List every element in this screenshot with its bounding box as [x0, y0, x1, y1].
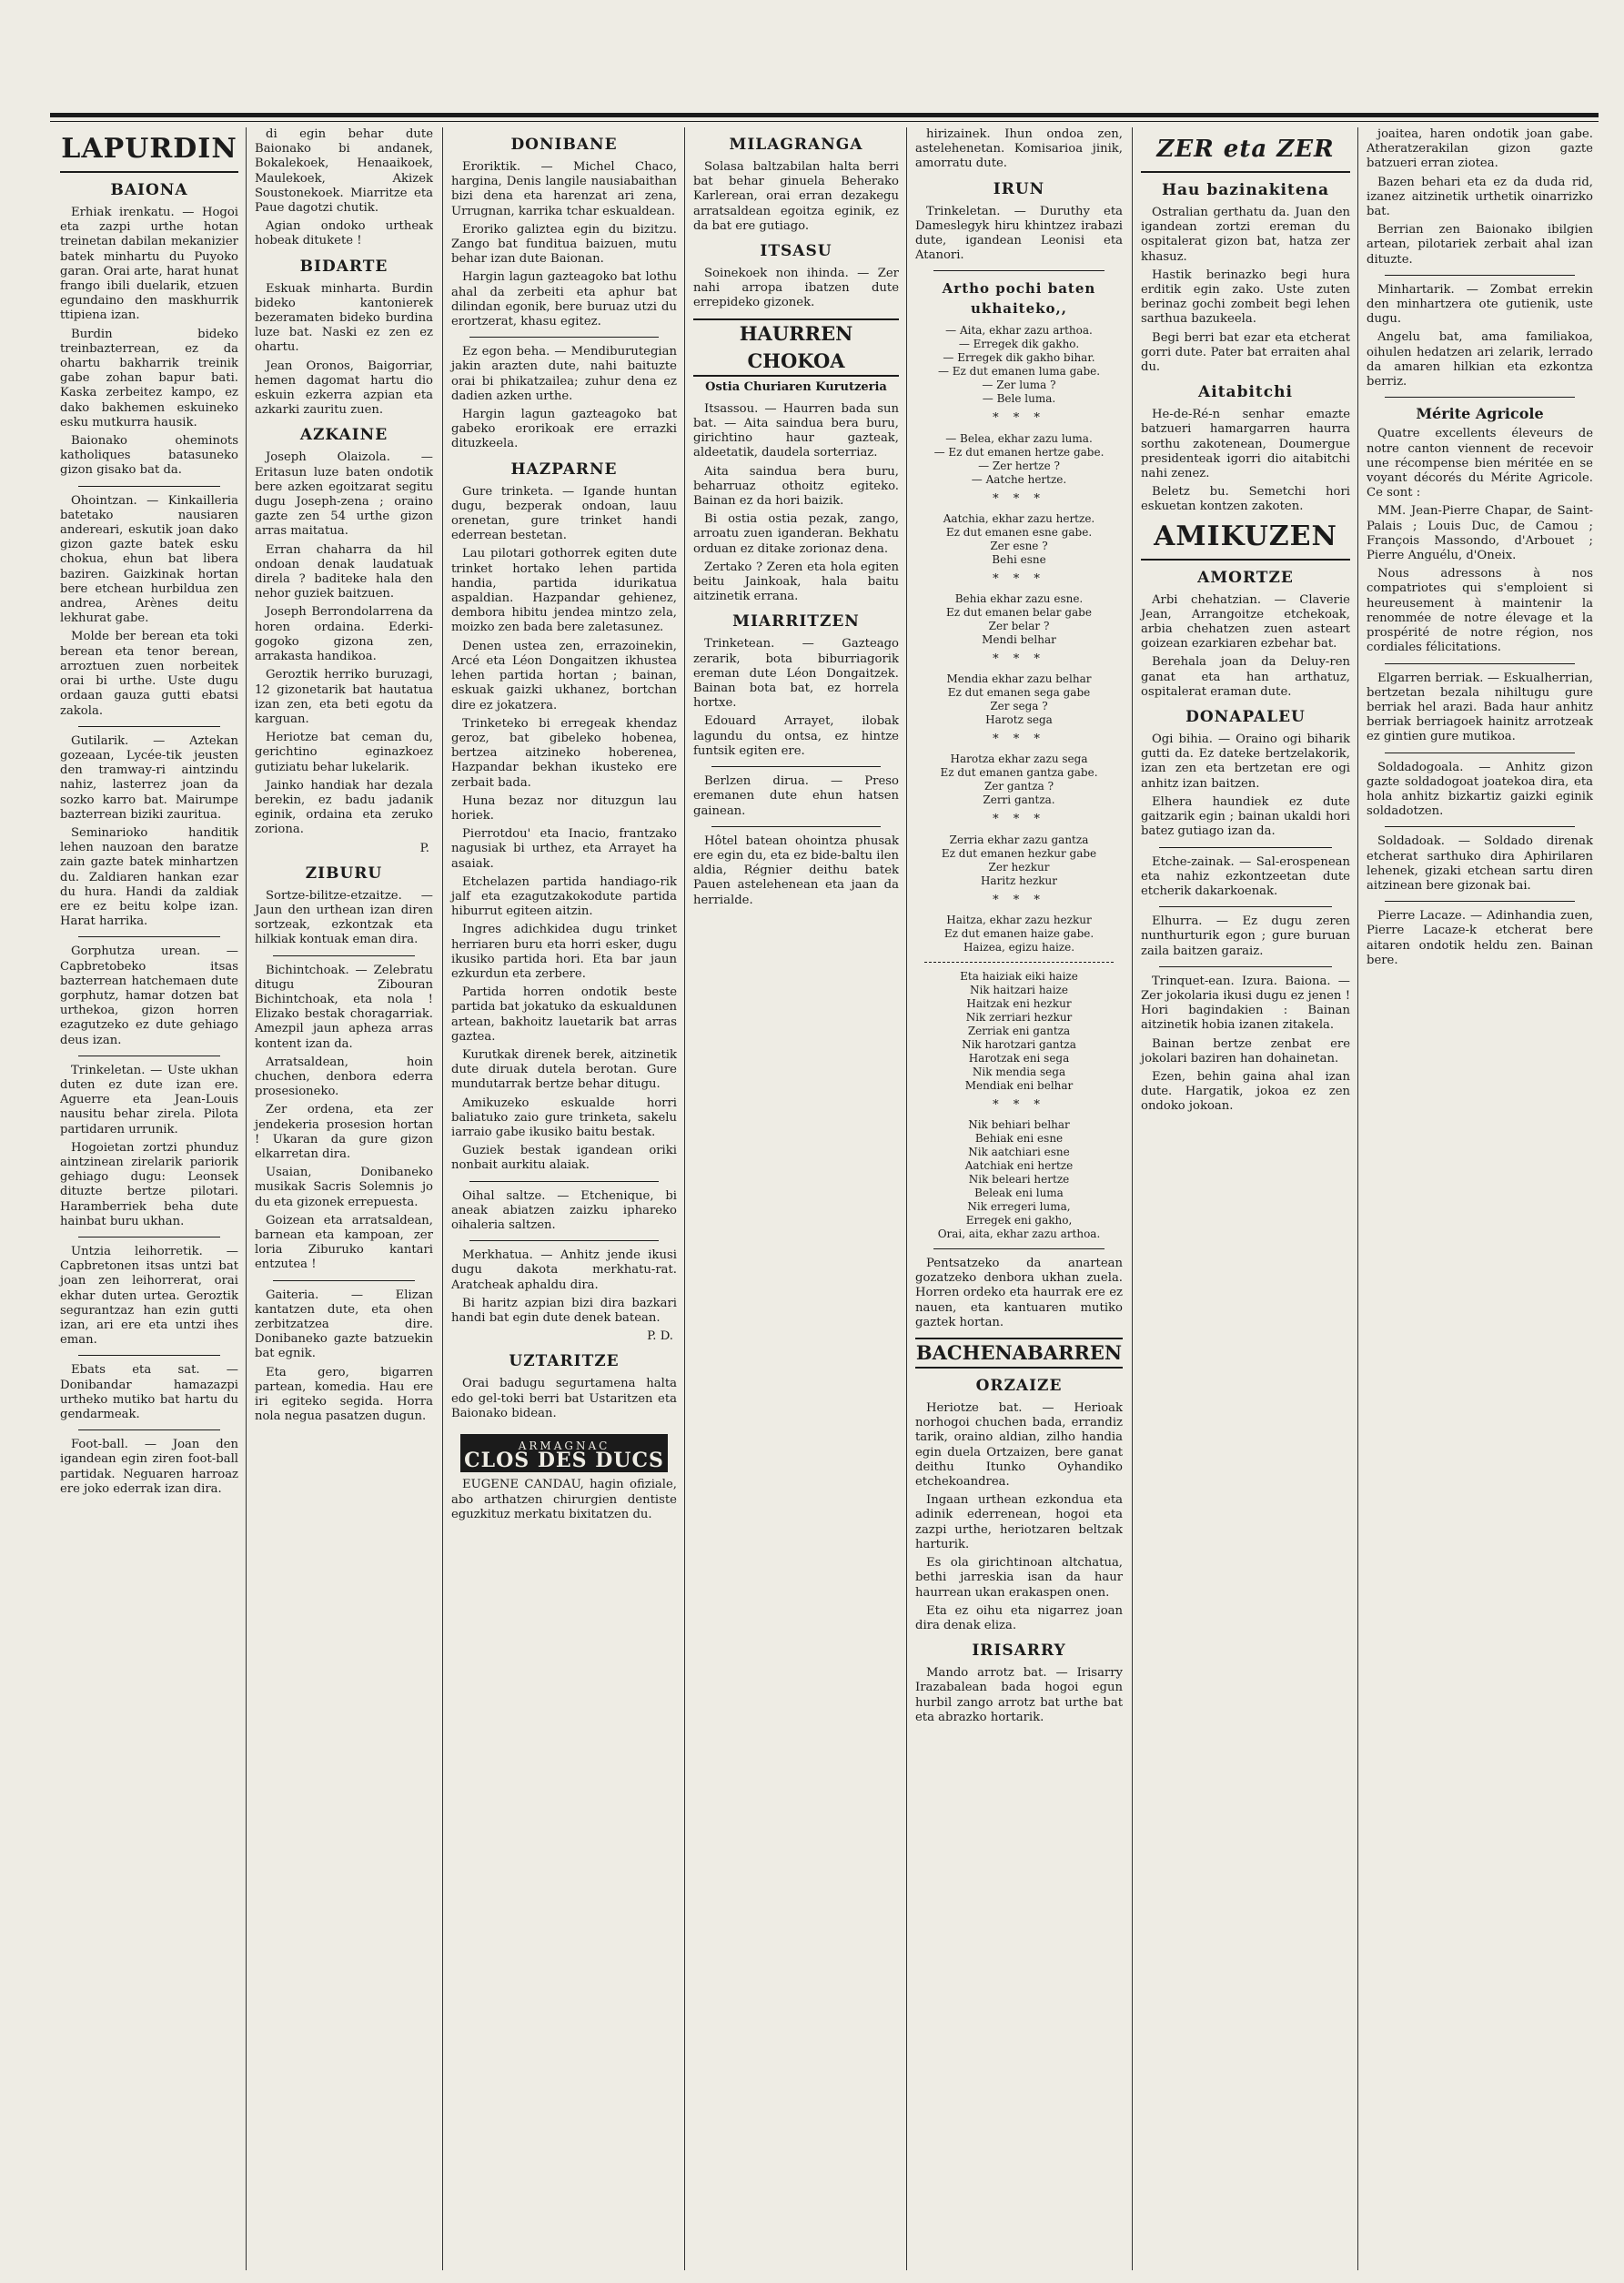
- song-line: — Aatche hertze.: [971, 472, 1067, 486]
- column-6: [1134, 127, 1357, 2270]
- article-paragraph: Arbi chehatzian. — Claverie Jean, Arrangoitze etchekoak, arbia chehatzen zuen asteart goizean ezarkiaren ezbehar bat.: [1141, 592, 1350, 652]
- article-paragraph: Eroriktik. — Michel Chaco, hargina, Denis langile nausiabaithan bizi dena eta harenzat ari zena, Urrugnan, karrika tchar eskualdean.: [451, 160, 677, 218]
- song-line: Zer belar ?: [988, 620, 1050, 633]
- signature: P. D.: [647, 1329, 673, 1344]
- article-paragraph: Etche-zainak. — Sal-erospenean eta nahiz ezkontzeetan dute etcherik dakarkoenak.: [1141, 854, 1350, 898]
- song-verse: [915, 914, 1123, 955]
- song-line: Zer hezkur: [988, 860, 1050, 874]
- column-2: [247, 127, 440, 2270]
- article-paragraph: Baionako oheminots katholiques batasuneko gizon gisako bat da.: [60, 434, 238, 478]
- article-paragraph: Huna bezaz nor dituzgun lau horiek.: [451, 793, 677, 823]
- article-paragraph: Nous adressons à nos compatriotes qui s'emploient si heureusement à maintenir la renommée de notre élevage et la prospérité de notre région, nos cordiales félicitations.: [1367, 567, 1593, 655]
- heading-hau-bazinakitena: Hau bazinakitena: [1161, 181, 1330, 199]
- article-paragraph: Ezen, behin gaina ahal izan dute. Hargatik, jokoa ez zen ondoko jokoan.: [1141, 1069, 1350, 1114]
- article-paragraph: hirizainek. Ihun ondoa zen, astelehenetan. Komisarioa jinik, amorratu dute.: [915, 127, 1123, 171]
- song-verse: [915, 592, 1123, 647]
- song-line: Aatchia, ekhar zazu hertze.: [943, 511, 1095, 525]
- article-paragraph: Ez egon beha. — Mendiburutegian jakin arazten dute, nahi baituzte orai bi phikatzailea; zuhur dena ez dadien azken urthe.: [451, 345, 677, 403]
- song-line: — Erregek dik gakho.: [958, 338, 1080, 351]
- heading-merite-agricole: Mérite Agricole: [1416, 405, 1544, 423]
- divider: [469, 1240, 659, 1241]
- song-line: Behi esne: [992, 552, 1046, 566]
- article-paragraph: Pierre Lacaze. — Adinhandia zuen, Pierre Lacaze-k etcherat bere aitaren ondotik heldu zen. Bainan bere.: [1367, 909, 1593, 967]
- article-paragraph: He-de-Ré-n senhar emazte batzueri hamargarren haurra sorthu zakotenean, Doumergue presidenteak igorri dio aitabitchi nahi zenez.: [1141, 408, 1350, 481]
- column-divider: [246, 127, 247, 2270]
- article-paragraph: Guziek bestak igandean oriki nonbait aurkitu alaiak.: [451, 1144, 677, 1173]
- column-7: [1359, 127, 1600, 2270]
- article-paragraph: Kurutkak direnek berek, aitzinetik dute diruak dutela berotan. Gure mundutarrak bertze behar ditugu.: [451, 1047, 677, 1092]
- heading-azkaine: AZKAINE: [299, 426, 388, 445]
- article-paragraph: Hargin lagun gazteagoko bat lothu ahal da zerbeiti eta aphur bat dilindan egonik, bere buruaz utzi du erortzerat, khasu egitez.: [451, 270, 677, 329]
- song-line: Nik mendia sega: [972, 1065, 1066, 1078]
- song-line: Aatchiak eni hertze: [964, 1159, 1074, 1173]
- article-paragraph: Ostralian gerthatu da. Juan den igandean zortzi ereman du ospitalerat gizon bat, hatza zer khasuz.: [1141, 206, 1350, 264]
- divider: [711, 826, 881, 827]
- article-paragraph: Hôtel batean ohointza phusak ere egin du, eta ez bide-baltu ilen aldia, Régnier deithu batek Pauen astelehenean eta jaan da herrialde.: [693, 833, 899, 907]
- song-line: Haritz hezkur: [980, 874, 1058, 887]
- song-line: Nik zerriari hezkur: [965, 1010, 1073, 1024]
- song-verse: [915, 833, 1123, 888]
- article-paragraph: Untzia leihorretik. — Capbretonen itsas untzi bat joan zen leihorrerat, orai ekhar duten urtea. Geroztik segurantzaz han ezin gutti izan, ari ere eta untzi ihes eman.: [60, 1245, 238, 1348]
- song-line: Ez dut emanen gantza gabe.: [940, 766, 1098, 780]
- article-paragraph: Gutilarik. — Aztekan gozeaan, Lycée-tik jeusten den tramway-ri aintzindu nahiz, lasterrez joan da sozko karro bat. Mairumpe bazterrean biziki zauritua.: [60, 733, 238, 822]
- article-paragraph: Seminarioko handitik lehen nauzoan den baratze zain gazte batek minhartzen du. Zaldiaren hankan ezar du hura. Handi da zaldiak ere ez beitu kolpe izan. Harat harrika.: [60, 825, 238, 929]
- article-paragraph: Aita saindua bera buru, beharruaz othoitz egiteko. Bainan ez da hori baizik.: [693, 464, 899, 509]
- article-paragraph: Goizean eta arratsaldean, barnean eta kampoan, zer loria Ziburuko kantari entzutea !: [255, 1213, 433, 1272]
- divider: [273, 1280, 415, 1281]
- heading-irun: IRUN: [993, 179, 1045, 198]
- song-verse: [915, 324, 1123, 406]
- article-paragraph: Bichintchoak. — Zelebratu ditugu Zibouran Bichintchoak, eta nola ! Elizako bestak choragarriak. Amezpil jaun apheza arras kontent izan da.: [255, 963, 433, 1051]
- song-line: Zerri gantza.: [983, 793, 1055, 807]
- banner-subtitle: Ostia Churiaren Kurutzeria: [705, 379, 887, 394]
- article-paragraph: Ohointzan. — Kinkailleria batetako nausiaren andereari, eskutik joan dako gizon gazte batek esku chokua, ehun bat libera baziren. Gaizkinak hortan bere etchean hurbildua zen andrea, Arènes deitu lekhurat gabe.: [60, 493, 238, 626]
- column-4: [686, 127, 906, 2270]
- song-verse: [915, 753, 1123, 807]
- advertisement-armagnac: [460, 1434, 668, 1472]
- divider: [924, 962, 1114, 963]
- article-paragraph: Trinketean. — Gazteago zerarik, bota biburriagorik ereman dute Léon Dongaitzek. Bainan bota bat, ez horrela hortxe.: [693, 637, 899, 711]
- song-line: Harotzak eni sega: [968, 1051, 1070, 1065]
- song-line: Ez dut emanen sega gabe: [947, 686, 1091, 700]
- article-paragraph: Trinketeko bi erregeak khendaz geroz, bat gibeleko hobenea, bertzea aitzineko hoberenea, Hazpandar bekhan ikusteko ere zerbait bada.: [451, 716, 677, 790]
- divider: [711, 766, 881, 767]
- divider: [933, 1248, 1105, 1249]
- article-paragraph: Trinquet-ean. Izura. Baiona. — Zer jokolaria ikusi dugu ez jenen ! Hori bagindakien : Bainan aitzinetik hobia izanen zitakela.: [1141, 974, 1350, 1033]
- divider: [1159, 966, 1332, 967]
- article-paragraph: Begi berri bat ezar eta etcherat gorri dute. Pater bat erraiten ahal du.: [1141, 330, 1350, 375]
- article-paragraph: Gaiteria. — Elizan kantatzen dute, eta ohen zerbitzatzea dire. Donibaneko gazte batzuekin bat egnik.: [255, 1288, 433, 1361]
- heading-aitabitchi: Aitabitchi: [1198, 383, 1293, 402]
- article-paragraph: Trinkeletan. — Duruthy eta Dameslegyk hiru khintzez irabazi dute, igandean Leonisi eta Atanori.: [915, 204, 1123, 263]
- divider: [78, 1429, 220, 1430]
- song-line: Ez dut emanen haize gabe.: [943, 926, 1094, 940]
- article-paragraph: Es ola girichtinoan altchatua, bethi jarreskia isan da haur haurrean ukan erakaspen onen.: [915, 1556, 1123, 1600]
- article-paragraph: Amikuzeko eskualde horri baliatuko zaio gure trinketa, sakelu iarraio gabe ikusiko baitu bestak.: [451, 1096, 677, 1139]
- article-paragraph: Ogi bihia. — Oraino ogi biharik gutti da. Ez dateke bertzelakorik, izan zen eta bertzetan ere ogi anhitz izan baitzen.: [1141, 732, 1350, 791]
- article-paragraph: Elhera haundiek ez dute gaitzarik egin ; bainan ukaldi hori batez gutiago izan da.: [1141, 794, 1350, 839]
- divider: [78, 1355, 220, 1356]
- song-line: Erregek eni gakho,: [965, 1214, 1073, 1227]
- article-paragraph: di egin behar dute Baionako bi andanek, Bokalekoek, Henaaikoek, Maulekoek, Akizek Soustonekoek. Miarritze eta Paue dagotzi chutik.: [255, 127, 433, 216]
- divider: [1385, 826, 1575, 827]
- article-paragraph: Lau pilotari gothorrek egiten dute trinket hortako lehen partida handia, partida idurikatua aspaldian. Hazpandar gehienez, dembora hibitu jendea mintzo zela, moizko zen bada bere zaletasunez.: [451, 547, 677, 635]
- article-paragraph: Berehala joan da Deluy-ren ganat eta han arthatuz, ospitalerat eraman dute.: [1141, 655, 1350, 699]
- article-paragraph: Hargin lagun gazteagoko bat gabeko erorikoak ere errazki dituzkeela.: [451, 408, 677, 451]
- asterism: * * *: [993, 813, 1045, 827]
- article-paragraph: Jainko handiak har dezala berekin, ez badu jadanik eginik, ordaina eta zeruko zoriona.: [255, 778, 433, 837]
- heading-donapaleu: DONAPALEU: [1185, 708, 1306, 727]
- asterism: * * *: [993, 893, 1045, 907]
- song-line: Ez dut emanen esne gabe.: [945, 525, 1093, 539]
- article-paragraph: Heriotze bat ceman du, gerichtino eginazkoez gutiziatu behar lukelarik.: [255, 731, 433, 774]
- song-line: Ez dut emanen hezkur gabe: [941, 846, 1097, 860]
- article-paragraph: Zertako ? Zeren eta hola egiten beitu Jainkoak, hala baitu aitzinetik errana.: [693, 560, 899, 604]
- asterism: * * *: [993, 652, 1045, 667]
- heading-milagranga: MILAGRANGA: [729, 136, 863, 154]
- song-line: Nik harotzari gantza: [962, 1037, 1076, 1051]
- article-paragraph: Erhiak irenkatu. — Hogoi eta zazpi urthe hotan treinetan dabilan mekanizier batek minhartu du Puyoko garan. Orai arte, harat hunat frango ibili duelarik, etzuen egundaino den maskhurrik ttipiena izan.: [60, 206, 238, 323]
- article-paragraph: Geroztik herriko buruzagi, 12 gizonetarik bat hautatua izan zen, eta beti egotu da karguan.: [255, 668, 433, 726]
- divider: [1159, 847, 1332, 848]
- article-paragraph: Denen ustea zen, errazoinekin, Arcé eta Léon Dongaitzen ikhustea lehen partida hortan ; bainan, eskuak gaizki ukhanez, bortchan dire ez jokatzera.: [451, 639, 677, 712]
- column-divider: [1132, 127, 1133, 2270]
- song-line: Harotza ekhar zazu sega: [950, 753, 1088, 766]
- song-line: — Zer hertze ?: [978, 459, 1060, 472]
- article-paragraph: Joseph Berrondolarrena da horen ordaina. Ederki-gogoko gizona zen, arrakasta handikoa.: [255, 605, 433, 664]
- article-paragraph: Soldadoak. — Soldado direnak etcherat sarthuko dira Aphirilaren lehenek, gizaki etchean sartu diren aitzinean bere gizonak bai.: [1367, 834, 1593, 893]
- song-line: Nik haitzari haize: [970, 983, 1068, 996]
- article-paragraph: Quatre excellents éleveurs de notre canton viennent de recevoir une récompense bien méritée en se voyant décorés du Mérite Agricole. Ce sont :: [1367, 427, 1593, 500]
- song-verse: [915, 970, 1123, 1093]
- song-line: Mendi belhar: [982, 633, 1056, 647]
- article-paragraph: Gorphutza urean. — Capbretobeko itsas bazterrean hatchemaen dute gorphutz, hamar dotzen bat urthekoa, gizon horren ezagutzeko ez dute gehiago deus izan.: [60, 945, 238, 1047]
- section-title-zer-eta-zer: ZER eta ZER: [1141, 131, 1350, 173]
- ad-line: ARMAGNAC: [518, 1440, 610, 1453]
- divider: [78, 726, 220, 727]
- ad-brand: CLOS DES DUCS: [464, 1449, 664, 1473]
- article-paragraph: Bi ostia ostia pezak, zango, arroatu zuen iganderan. Bekhatu orduan ez ditake zorionaz dena.: [693, 512, 899, 556]
- song-title: Artho pochi baten ukhaiteko,,: [942, 280, 1096, 318]
- song-line: Orai, aita, ekhar zazu arthoa.: [937, 1227, 1101, 1241]
- top-rule-thin: [50, 121, 1599, 122]
- article-paragraph: Ebats eta sat. — Donibandar hamazazpi urtheko mutiko bat hartu du gendarmeak.: [60, 1363, 238, 1422]
- song-line: Haitzak eni hezkur: [966, 996, 1072, 1010]
- article-paragraph: Ingaan urthean ezkondua eta adinik ederrenean, hogoi eta zazpi urthe, heriotzaren beltzak harturik.: [915, 1493, 1123, 1551]
- song-line: — Aita, ekhar zazu arthoa.: [945, 324, 1093, 338]
- asterism: * * *: [993, 1097, 1045, 1112]
- heading-amortze: AMORTZE: [1197, 568, 1294, 587]
- article-paragraph: Eskuak minharta. Burdin bideko kantonierek bezeramaten bideko burdina luze bat. Naski ez zen ez ohartu.: [255, 281, 433, 355]
- article-paragraph: Solasa baltzabilan halta berri bat behar ginuela Beherako Karlerean, orai erran dezakegu arratsaldean egoitza eginik, ez da bat ere gutiago.: [693, 160, 899, 233]
- divider: [1385, 397, 1575, 398]
- article-paragraph: Usaian, Donibaneko musikak Sacris Solemnis jo du eta gizonek errepuesta.: [255, 1166, 433, 1209]
- column-divider: [684, 127, 685, 2270]
- song-verse: [915, 512, 1123, 567]
- article-paragraph: Bainan bertze zenbat ere jokolari baziren han dohainetan.: [1141, 1036, 1350, 1066]
- song-line: Mendia ekhar zazu belhar: [946, 672, 1092, 686]
- song-line: — Ez dut emanen luma gabe.: [937, 365, 1101, 379]
- article-paragraph: Merkhatua. — Anhitz jende ikusi dugu dakota merkhatu-rat. Aratcheak aphaldu dira.: [451, 1248, 677, 1292]
- article-paragraph: Elgarren berriak. — Eskualherrian, bertzetan bezala nihiltugu gure berriak hel arazi. Bada haur anhitz berriak berriagoek hainitz arrotzeak ez gintien gure mutikoa.: [1367, 671, 1593, 744]
- signature: P.: [419, 841, 429, 855]
- article-paragraph: Pierrotdou' eta Inacio, frantzako nagusiak bi urthez, eta Arrayet ha asaiak.: [451, 827, 677, 871]
- article-paragraph: Erran chaharra da hil ondoan denak laudatuak direla ? baditeke hala den nehor guziek baitzuen.: [255, 542, 433, 601]
- article-paragraph: Pentsatzeko da anartean gozatzeko denbora ukhan zuela. Horren ordeko eta haurrak ere ez nauen, eta kantuaren mutiko gaztek hortan.: [915, 1257, 1123, 1329]
- column-divider: [1357, 127, 1358, 2270]
- heading-bidarte: BIDARTE: [299, 257, 388, 276]
- article-paragraph: Bi haritz azpian bizi dira bazkari handi bat egin dute denek batean.: [451, 1296, 677, 1326]
- section-title-amikuzen: AMIKUZEN: [1141, 519, 1350, 561]
- song-line: Nik behiari belhar: [968, 1118, 1070, 1132]
- article-paragraph: Beletz bu. Semetchi hori eskuetan kontzen zakoten.: [1141, 485, 1350, 514]
- heading-irisarry: IRISARRY: [972, 1642, 1066, 1661]
- song-line: — Ez dut emanen hertze gabe.: [933, 445, 1105, 459]
- article-paragraph: Burdin bideko treinbazterrean, ez da ohartu bakharrik treinik gabe zohan bapur bati. Kaska zerbeitez kampo, ez dako bakhemen eskuineko esku mutkurra hausik.: [60, 327, 238, 429]
- article-paragraph: Angelu bat, ama familiakoa, oihulen hedatzen ari zelarik, lerrado da amaren hilkian eta ezkontza berriz.: [1367, 330, 1593, 389]
- song-line: — Bele luma.: [982, 392, 1056, 406]
- heading-uztaritze: UZTARITZE: [509, 1352, 620, 1371]
- banner-bachenabarren: BACHENABARREN: [915, 1338, 1123, 1369]
- divider: [469, 1181, 659, 1182]
- asterism: * * *: [993, 411, 1045, 426]
- article-paragraph: Etchelazen partida handiago-rik jalf eta ezagutzakokodute partida hiburrut egiteen aitzin.: [451, 874, 677, 919]
- divider: [933, 270, 1105, 271]
- article-paragraph: Joseph Olaizola. — Eritasun luze baten ondotik bere azken egoitzarat segitu dugu Joseph-zena ; oraino gazte zen 54 urthe gizon arras maitatua.: [255, 450, 433, 539]
- song-line: Behia ekhar zazu esne.: [954, 592, 1084, 606]
- song-line: Zer gantza ?: [983, 780, 1054, 793]
- divider: [469, 337, 659, 338]
- divider: [1385, 275, 1575, 276]
- song-line: Zer sega ?: [990, 700, 1048, 713]
- asterism: * * *: [993, 491, 1045, 506]
- song-line: Haizea, egizu haize.: [963, 940, 1075, 954]
- column-divider: [442, 127, 443, 2270]
- song-line: Behiak eni esne: [974, 1132, 1064, 1146]
- song-line: — Zer luma ?: [982, 379, 1056, 392]
- article-paragraph: Soldadogoala. — Anhitz gizon gazte soldadogoat joatekoa dira, eta hola anhitz bizkartiz gaizki eginik soldadotzen.: [1367, 760, 1593, 819]
- divider: [1159, 906, 1332, 907]
- article-paragraph: Minhartarik. — Zombat errekin den minhartzera ote gutienik, uste dugu.: [1367, 282, 1593, 327]
- article-paragraph: Ingres adichkidea dugu trinket herriaren buru eta horri esker, dugu ikusiko partida hori. Eta bar jaun ezkurdun eta zerbere.: [451, 923, 677, 981]
- article-paragraph: Soinekoek non ihinda. — Zer nahi arropa ibatzen dute errepideko gizonek.: [693, 267, 899, 310]
- song-line: Haitza, ekhar zazu hezkur: [946, 913, 1092, 926]
- article-paragraph: Edouard Arrayet, ilobak lagundu du ontsa, ez hintze funtsik egiten ere.: [693, 714, 899, 758]
- banner-haurren-chokoa: HAURREN CHOKOA: [693, 318, 899, 377]
- song-line: Zer esne ?: [990, 539, 1048, 552]
- song-line: Zerriak eni gantza: [967, 1024, 1071, 1037]
- article-paragraph: Oihal saltze. — Etchenique, bi aneak abiatzen zaizku iphareko oihaleria saltzen.: [451, 1188, 677, 1232]
- asterism: * * *: [993, 732, 1045, 747]
- column-divider: [906, 127, 907, 2270]
- heading-ziburu: ZIBURU: [305, 864, 383, 883]
- song-line: Nik beleari hertze: [968, 1173, 1070, 1187]
- article-paragraph: Heriotze bat. — Herioak norhogoi chuchen bada, errandiz tarik, oraino aldian, zilho handia egin duela Ortzaizen, bere ganat deithu Itunko Oyhandiko etchekoandrea.: [915, 1401, 1123, 1490]
- article-paragraph: Mando arrotz bat. — Irisarry Irazabalean bada hogoi egun hurbil zango arrotz bat urthe bat eta abrazko hortarik.: [915, 1666, 1123, 1724]
- heading-baiona: BAIONA: [110, 181, 188, 199]
- article-paragraph: Elhurra. — Ez dugu zeren nunthurturik egon ; gure buruan zaila baitzen garaiz.: [1141, 914, 1350, 958]
- song-verse: [915, 1118, 1123, 1241]
- article-paragraph: Zer ordena, eta zer jendekeria prosesion hortan ! Ukaran da gure gizon elkarretan dira.: [255, 1103, 433, 1161]
- article-paragraph: Jean Oronos, Baigorriar, hemen dagomat hartu dio eskuin ezkerra azpian eta azkarki zauritu zuen.: [255, 359, 433, 418]
- divider: [273, 955, 415, 956]
- article-paragraph: Gure trinketa. — Igande huntan dugu, bezperak ondoan, lauu orenetan, gure trinket handi ederrean bestetan.: [451, 484, 677, 543]
- article-paragraph: Partida horren ondotik beste partida bat jokatuko da eskualdunen artean, bakhoitz lauetarik bat arras gaztea.: [451, 985, 677, 1044]
- song-line: Harotz sega: [985, 713, 1053, 727]
- article-paragraph: Eta ez oihu eta nigarrez joan dira denak eliza.: [915, 1603, 1123, 1632]
- article-paragraph: Eroriko galiztea egin du bizitzu. Zango bat funditua baizuen, mutu behar izan dute Baionan.: [451, 222, 677, 267]
- column-5: [908, 127, 1130, 2270]
- top-rule: [50, 113, 1599, 117]
- article-paragraph: EUGENE CANDAU, hagin ofiziale, abo arthatzen chirurgien dentiste eguzkituz merkatu bixitatzen du.: [451, 1478, 677, 1521]
- article-paragraph: Trinkeletan. — Uste ukhan duten ez dute izan ere. Aguerre eta Jean-Louis nausitu behar zirela. Pilota partidaren urrunik.: [60, 1063, 238, 1136]
- divider: [78, 936, 220, 937]
- heading-donibane: DONIBANE: [510, 136, 618, 154]
- song-line: Ez dut emanen belar gabe: [946, 606, 1092, 620]
- song-line: — Erregek dik gakho bihar.: [943, 351, 1095, 365]
- article-paragraph: Hastik berinazko begi hura erditik egin zako. Uste zuten berinaz gochi zombeit begi lehen sarthua bazukeela.: [1141, 268, 1350, 327]
- heading-itsasu: ITSASU: [760, 242, 832, 261]
- article-paragraph: Berlzen dirua. — Preso eremanen dute ehun hatsen gainean.: [693, 774, 899, 818]
- song-line: Eta haiziak eiki haize: [960, 969, 1078, 983]
- song-line: — Belea, ekhar zazu luma.: [945, 431, 1093, 445]
- heading-hazparne: HAZPARNE: [510, 460, 618, 479]
- heading-orzaize: ORZAIZE: [975, 1377, 1063, 1396]
- song-line: Nik aatchiari esne: [968, 1146, 1070, 1159]
- song-verse: [915, 672, 1123, 727]
- article-paragraph: Sortze-bilitze-etzaitze. — Jaun den urthean izan diren sortzeak, ezkontzak eta hilkiak kontuak eman dira.: [255, 888, 433, 947]
- article-paragraph: Foot-ball. — Joan den igandean egin ziren foot-ball partidak. Neguaren harroaz ere joko ederrak izan dira.: [60, 1438, 238, 1496]
- song-line: Beleak eni luma: [974, 1187, 1064, 1200]
- article-paragraph: Orai badugu segurtamena halta edo gel-toki berri bat Ustaritzen eta Baionako bidean.: [451, 1377, 677, 1420]
- heading-miarritzen: MIARRITZEN: [732, 612, 860, 631]
- song-line: Zerria ekhar zazu gantza: [949, 833, 1089, 846]
- song-verse: [915, 432, 1123, 487]
- article-paragraph: Molde ber berean eta toki berean eta tenor berean, arroztuen zuen norbeitek orai bi urthe. Uste dugu ordaan gauza gutti ebatsi zakola.: [60, 630, 238, 718]
- article-paragraph: Arratsaldean, hoin chuchen, denbora ederra prosesioneko.: [255, 1055, 433, 1099]
- divider: [1385, 901, 1575, 902]
- divider: [1385, 663, 1575, 664]
- column-3: [444, 127, 684, 2270]
- article-paragraph: joaitea, haren ondotik joan gabe. Atheratzerakilan gizon gazte batzueri erran ziotea.: [1367, 127, 1593, 171]
- article-paragraph: Eta gero, bigarren partean, komedia. Hau ere iri egiteko segida. Horra nola negua pasatzen dugun.: [255, 1365, 433, 1424]
- column-1: [53, 127, 246, 2270]
- article-paragraph: Itsassou. — Haurren bada sun bat. — Aita saindua bera buru, girichtino haur gazteak, aldeetatik, daudela sorterriaz.: [693, 401, 899, 460]
- song-line: Mendiak eni belhar: [964, 1078, 1074, 1092]
- article-paragraph: Hogoietan zortzi phunduz aintzinean zirelarik pariorik gehiago dugu: Leonsek dituzte bertze pilotari. Haramberriek beha dute hainbat buru ukhan.: [60, 1140, 238, 1228]
- divider: [78, 486, 220, 487]
- article-paragraph: Bazen behari eta ez da duda rid, izanez aitzinetik urthetik oinarrizko bat.: [1367, 175, 1593, 219]
- song-line: Nik erregeri luma,: [967, 1200, 1071, 1214]
- article-paragraph: Agian ondoko urtheak hobeak ditukete !: [255, 219, 433, 248]
- asterism: * * *: [993, 571, 1045, 586]
- section-title-lapurdin: LAPURDIN: [60, 131, 238, 173]
- article-paragraph: MM. Jean-Pierre Chapar, de Saint-Palais ; Louis Duc, de Camou ; François Massondo, d'Arbouet ; Pierre Anguélu, d'Oneix.: [1367, 504, 1593, 563]
- article-paragraph: Berrian zen Baionako ibilgien artean, pilotariek zerbait ahal izan dituzte.: [1367, 223, 1593, 267]
